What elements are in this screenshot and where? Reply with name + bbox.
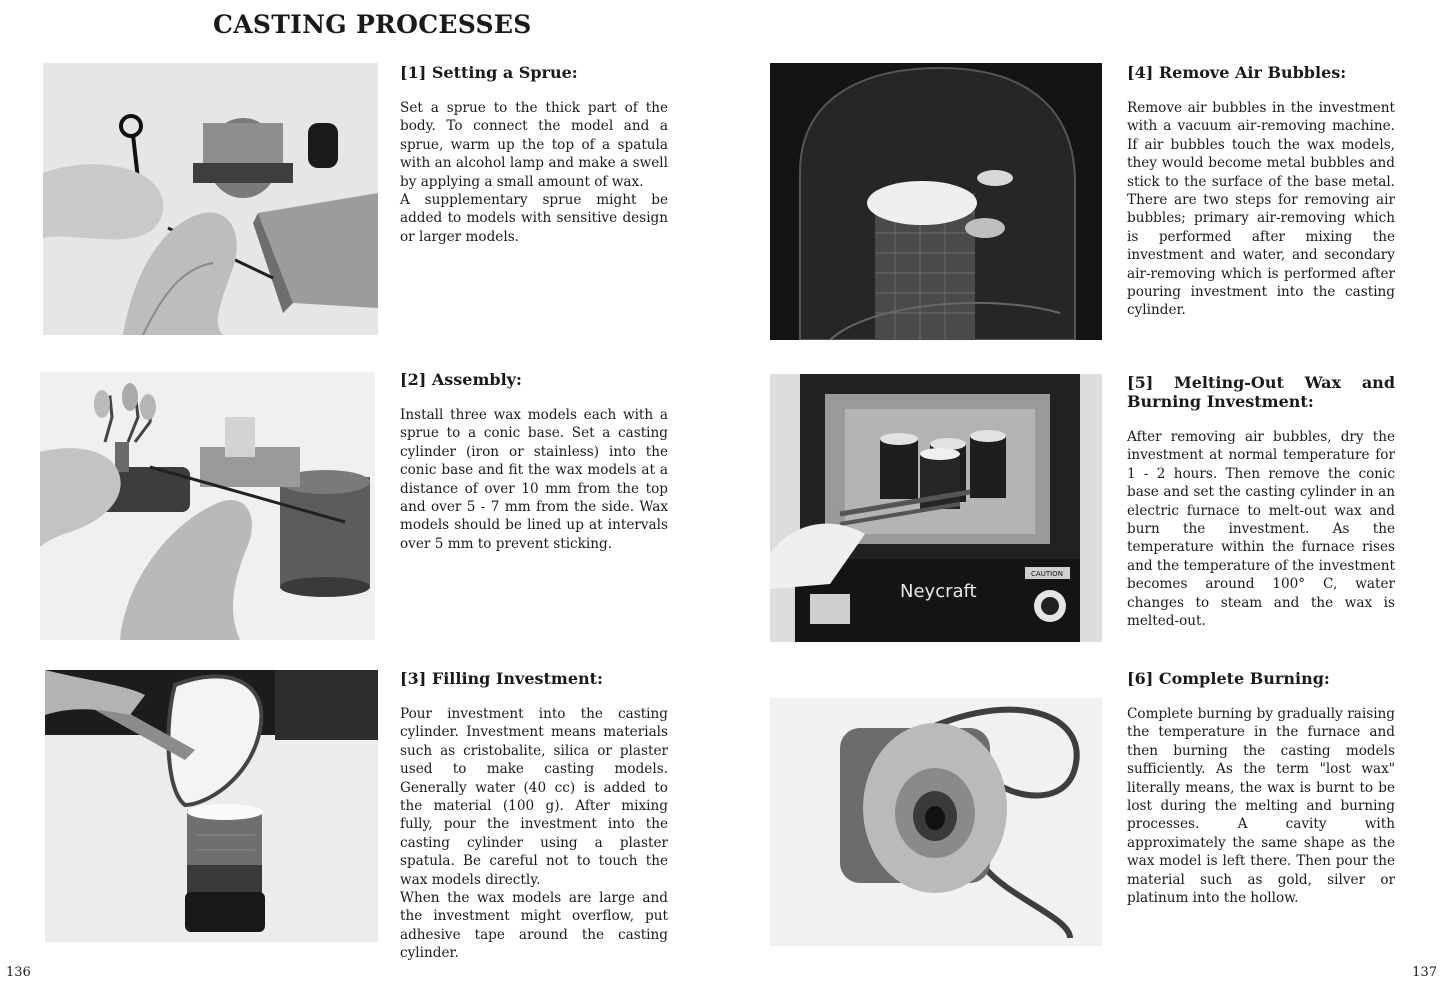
photo-assembly (40, 372, 375, 640)
photo-complete-burning (770, 698, 1102, 946)
section-filling-investment (400, 669, 668, 963)
section-assembly (400, 370, 668, 553)
page-number-right: 137 (1412, 965, 1437, 980)
section-setting-sprue (400, 63, 668, 246)
section-title: [1] Setting a Sprue: (400, 63, 578, 82)
section-paragraph: Complete burning by gradually raising the temperature in the furnace and then burning the casting models sufficiently. As the term "lost wax" literally means, the wax is burnt to be lost during the melting and burning processes. A cavity with approximately the same shape as the wax model is left there. Then pour the material such as gold, silver or platinum into the hollow. (1127, 706, 1395, 907)
page-number-left: 136 (6, 965, 31, 980)
page-title: CASTING PROCESSES (213, 10, 532, 39)
section-melting-out-wax (1127, 373, 1395, 630)
section-title: [2] Assembly: (400, 370, 522, 389)
section-paragraph: Set a sprue to the thick part of the body. To connect the model and a sprue, warm up the top of a spatula with an alcohol lamp and make a swell by applying a small amount of wax. (400, 100, 668, 190)
furnace-caution-label: CAUTION (1031, 570, 1063, 578)
section-title: [5] Melting-Out Wax and Burning Investment: (1127, 373, 1395, 411)
section-paragraph: Remove air bubbles in the investment with a vacuum air-removing machine. If air bubbles touch the wax models, they would become metal bubbles and stick to the surface of the base metal. There are two steps for removing air bubbles; primary air-removing which is performed after mixing the investment and water, and secondary air-removing which is performed after pouring investment into the casting cylinder. (1127, 100, 1395, 319)
section-paragraph: A supplementary sprue might be added to models with sensitive design or larger models. (400, 192, 668, 245)
section-body (400, 705, 668, 963)
section-paragraph: Install three wax models each with a sprue to a conic base. Set a casting cylinder (iron or stainless) into the conic base and fit the wax models at a distance of over 10 mm from the top and over 5 - 7 mm from the side. Wax models should be lined up at intervals over 5 mm to prevent sticking. (400, 407, 668, 552)
section-remove-air-bubbles (1127, 63, 1395, 320)
section-paragraph: After removing air bubbles, dry the investment at normal temperature for 1 - 2 hours. Then remove the conic base and set the casting cylinder in an electric furnace to melt-out wax and burn the investment. As the temperature within the furnace rises and the temperature of the investment becomes around 100° C, water changes to steam and the wax is melted-out. (1127, 429, 1395, 630)
section-paragraph: Pour investment into the casting cylinder. Investment means materials such as cristobalite, silica or plaster used to make casting models. Generally water (40 cc) is added to the material (100 g). After mixing fully, pour the investment into the casting cylinder using a plaster spatula. Be careful not to touch the wax models directly. (400, 706, 668, 888)
photo-filling-investment (45, 670, 378, 942)
furnace-brand-label: Neycraft (900, 581, 977, 602)
photo-air-bubbles (770, 63, 1102, 340)
photo-setting-sprue (43, 63, 378, 335)
section-body (400, 406, 668, 553)
section-body (1127, 99, 1395, 320)
photo-furnace (770, 374, 1102, 642)
section-title: [6] Complete Burning: (1127, 669, 1330, 688)
section-title: [4] Remove Air Bubbles: (1127, 63, 1347, 82)
section-body (1127, 428, 1395, 630)
section-complete-burning (1127, 669, 1395, 907)
section-body (400, 99, 668, 246)
section-title: [3] Filling Investment: (400, 669, 603, 688)
section-body (1127, 705, 1395, 907)
section-paragraph: When the wax models are large and the investment might overflow, put adhesive tape around the casting cylinder. (400, 890, 668, 962)
